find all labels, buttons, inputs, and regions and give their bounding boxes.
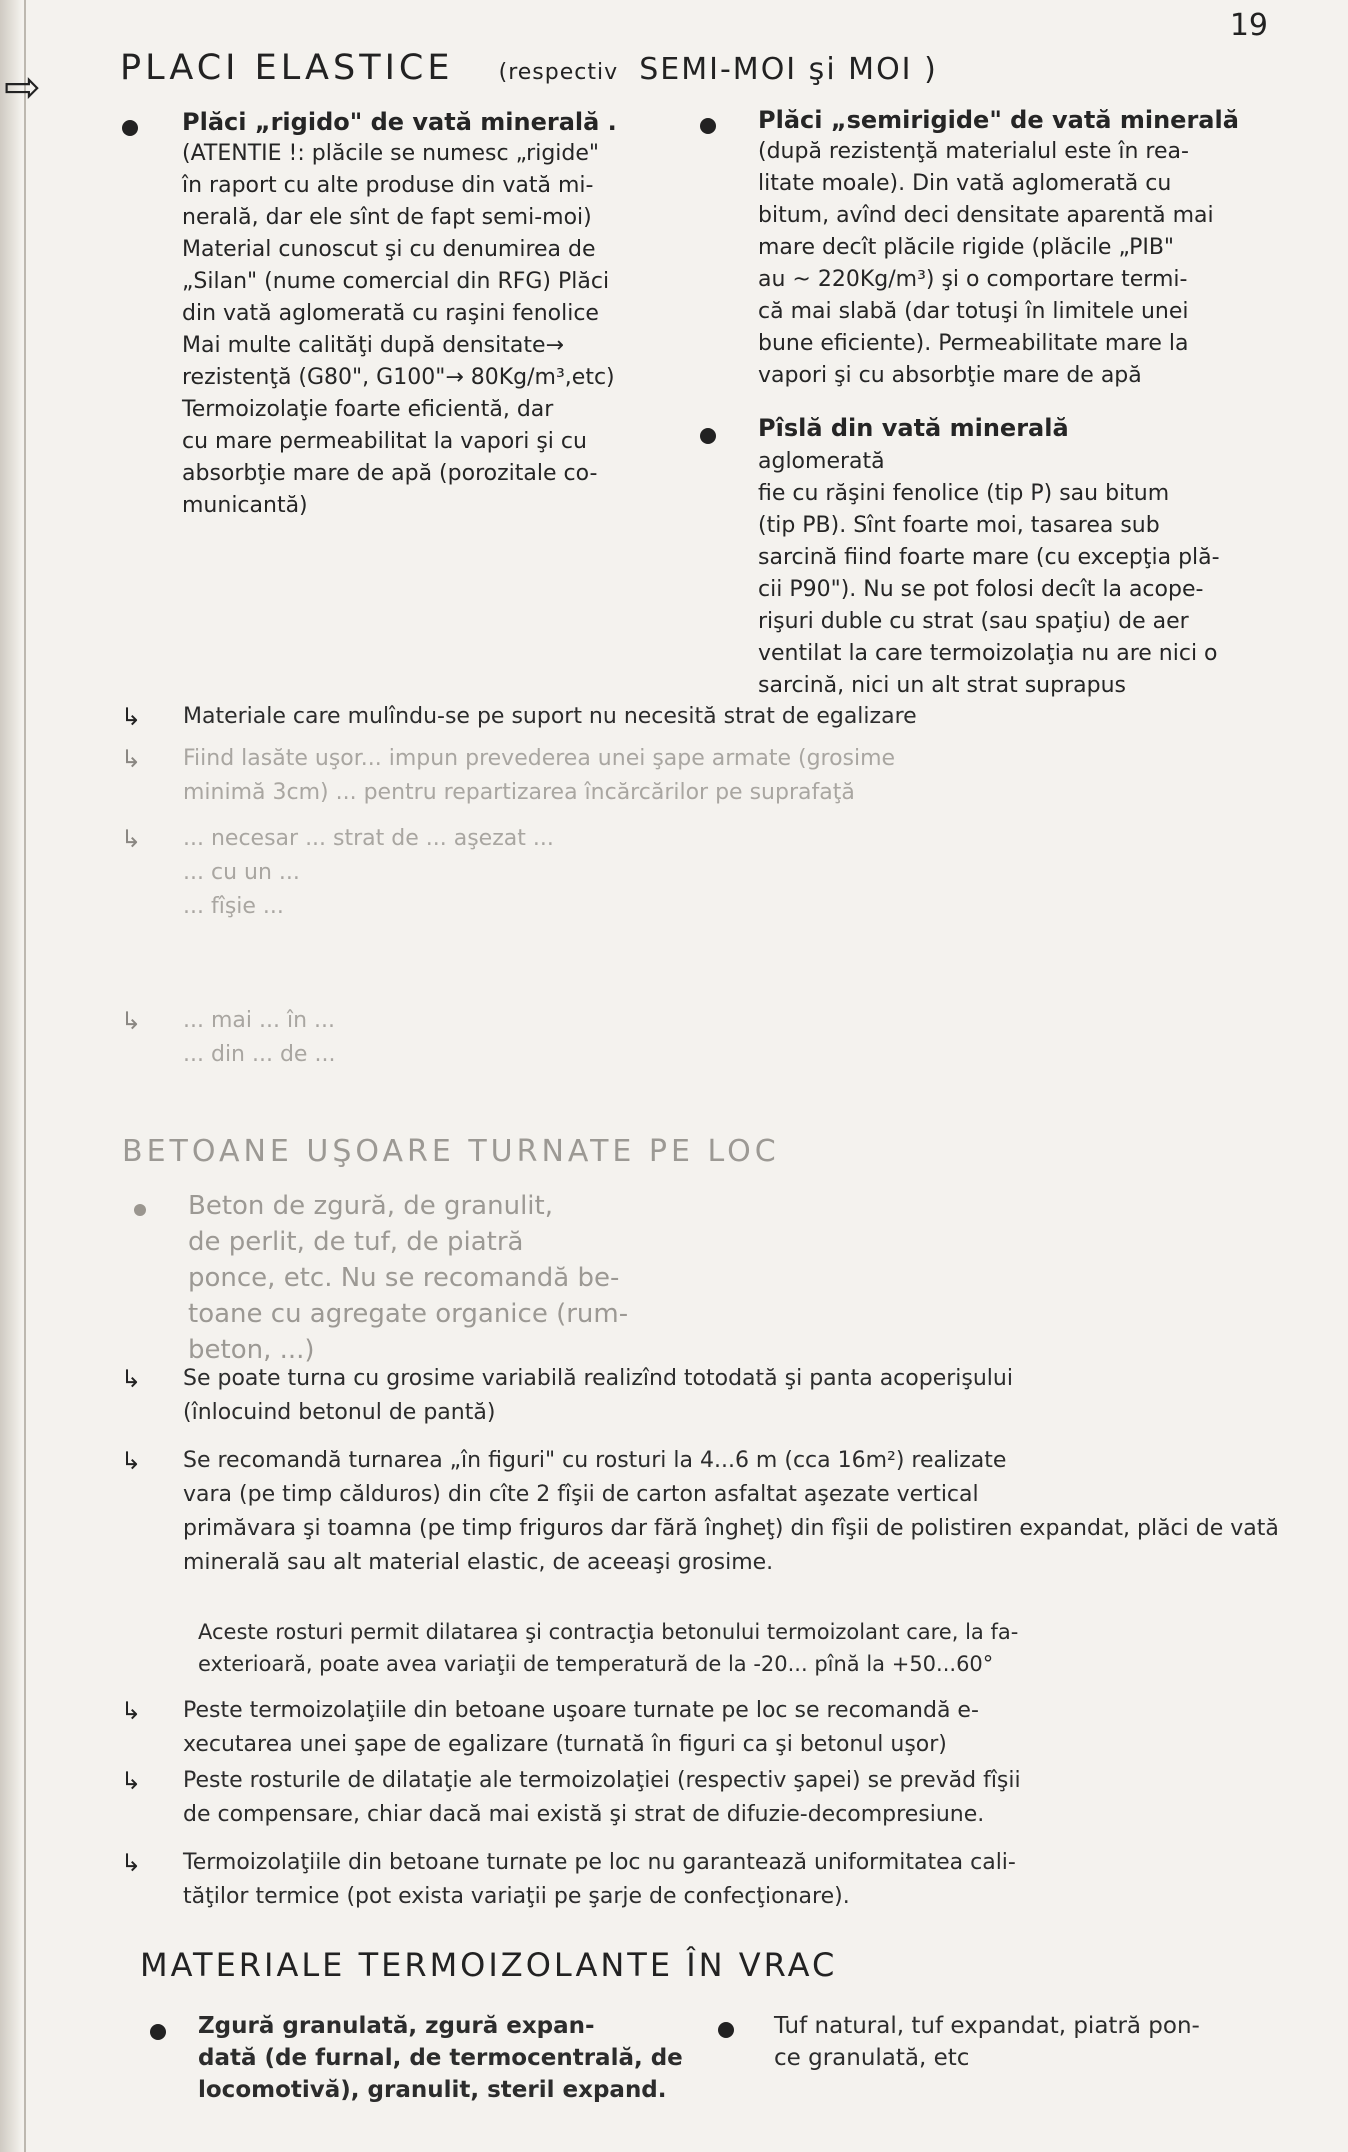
heading-title: PLACI ELASTICE (120, 48, 454, 88)
pisla-title: Pîslă din vată minerală (758, 414, 1069, 442)
placi-semirigide-title: Plăci „semirigide" de vată minerală (758, 106, 1239, 134)
column-placi-rigido (182, 106, 652, 522)
section-heading-vrac: MATERIALE TERMOIZOLANTE ÎN VRAC (140, 1946, 838, 1984)
bullet-icon (700, 118, 716, 134)
rosturi-note: Aceste rosturi permit dilatarea şi contracţia betonului termoizolant care, la fa- exterioară, poate avea variaţii de temperatură de la -20... pînă la +50...60° (198, 1620, 1019, 1676)
note-text: Se poate turna cu grosime variabilă realizînd totodată şi panta acoperişului (înlocuind betonul de pantă) (183, 1366, 1013, 1425)
return-arrow-icon: ↳ (121, 1365, 142, 1393)
page-number: 19 (1229, 8, 1268, 43)
note-row (121, 1764, 1305, 1832)
bullet-icon (718, 2022, 734, 2038)
bullet-icon (134, 1204, 146, 1216)
placi-rigido-text: (ATENTIE !: plăcile se numesc „rigide" în raport cu alte produse din vată mi- nerală, dar ele sînt de fapt semi-moi) Material cunoscut şi cu denumirea de „Silan" (nume comercial din RFG) Plăci din vată aglomerată cu raşini fenolice Mai multe calităţi după densitate→ rezistenţă (G80", G100"→ 80Kg/m³,etc) Termoizolaţie foarte eficientă, dar cu mare permeabilitat la vapori şi cu absorbţie mare de apă (porozitale co- municantă) (182, 141, 615, 518)
note-text: ... mai ... în ... ... din ... de ... (183, 1008, 336, 1067)
section-heading-placi-elastice (120, 48, 938, 88)
bullet-icon (122, 120, 138, 136)
note-text: Termoizolaţiile din betoane turnate pe loc nu garantează uniformitatea cali- tăţilor termice (pot exista variaţii pe şarje de confecţionare). (183, 1850, 1016, 1909)
note-text: Materiale care mulîndu-se pe suport nu necesită strat de egalizare (183, 704, 917, 729)
heading-subtitle-small: (respectiv (498, 60, 619, 85)
pisla-text: aglomerată fie cu răşini fenolice (tip P) sau bitum (tip PB). Sînt foarte moi, tasarea sub sarcină fiind foarte mare (cu excepţia plă- cii P90"). Nu se pot folosi decît la acope- rişuri duble cu strat (sau spaţiu) de aer ventilat la care termoizolaţia nu are nici o sarcină, nici un alt strat suprapus (758, 449, 1220, 698)
return-arrow-icon: ↳ (121, 703, 142, 731)
beton-description: Beton de zgură, de granulit, de perlit, de tuf, de piatră ponce, etc. Nu se recomandă be- toane cu agregate organice (rum- beton, ...) (188, 1191, 629, 1365)
note-row (121, 1846, 1305, 1914)
return-arrow-icon: ↳ (121, 1447, 142, 1475)
heading-subtitle-large: SEMI-MOI şi MOI ) (639, 52, 938, 87)
note-row (121, 1444, 1305, 1580)
bullet-icon (700, 428, 716, 444)
binding-edge (0, 0, 22, 2152)
corner-arrow-icon: ⇨ (4, 62, 41, 113)
return-arrow-icon: ↳ (121, 1849, 142, 1877)
note-row (121, 700, 1305, 734)
note-row (121, 822, 1305, 924)
note-row (121, 1694, 1305, 1762)
note-text: Fiind lasăte uşor... impun prevederea unei şape armate (grosime minimă 3cm) ... pentru repartizarea încărcărilor pe suprafaţă (183, 746, 896, 805)
note-text: Peste termoizolaţiile din betoane uşoare turnate pe loc se recomandă e- xecutarea unei şape de egalizare (turnată în figuri ca şi betonul uşor) (183, 1698, 979, 1757)
vrac-left-text: Zgură granulată, zgură expan- dată (de furnal, de termocentrală, de locomotivă), granulit, steril expand. (198, 2013, 683, 2103)
return-arrow-icon: ↳ (121, 1697, 142, 1725)
placi-semirigide-text: (după rezistenţă materialul este în rea- litate moale). Din vată aglomerată cu bitum, avînd deci densitate aparentă mai mare decît plăcile rigide (plăcile „PIB" au ~ 220Kg/m³) şi o comportare termi- că mai slabă (dar totuşi în limitele unei bune eficiente). Permeabilitate mare la vapori şi cu absorbţie mare de apă (758, 139, 1214, 388)
vrac-right-text: Tuf natural, tuf expandat, piatră pon- ce granulată, etc (774, 2013, 1200, 2071)
column-placi-semirigide (758, 104, 1318, 392)
column-pisla (758, 412, 1318, 702)
note-row (121, 1004, 1305, 1072)
return-arrow-icon: ↳ (121, 1007, 142, 1035)
placi-rigido-title: Plăci „rigido" de vată minerală . (182, 108, 617, 136)
pisla-title-row (758, 412, 1318, 446)
bullet-icon (150, 2024, 166, 2040)
return-arrow-icon: ↳ (121, 825, 142, 853)
note-row (121, 742, 1305, 810)
return-arrow-icon: ↳ (121, 745, 142, 773)
note-text: Peste rosturile de dilataţie ale termoizolaţiei (respectiv şapei) se prevăd fîşii de compensare, chiar dacă mai există şi strat de difuzie-decompresiune. (183, 1768, 1021, 1827)
return-arrow-icon: ↳ (121, 1767, 142, 1795)
section-heading-betoane: BETOANE UŞOARE TURNATE PE LOC (122, 1134, 780, 1169)
note-text: Se recomandă turnarea „în figuri" cu rosturi la 4...6 m (cca 16m²) realizate vara (pe timp călduros) din cîte 2 fîşii de carton asfaltat aşezate vertical primăvara şi toamna (pe timp friguros dar fără îngheţ) din fîşii de polistiren expandat, plăci de vată minerală sau alt material elastic, de aceeaşi grosime. (183, 1448, 1279, 1575)
binding-line (24, 0, 26, 2152)
note-row (121, 1362, 1305, 1430)
note-text: ... necesar ... strat de ... aşezat ... ... cu un ... ... fîşie ... (183, 826, 554, 919)
